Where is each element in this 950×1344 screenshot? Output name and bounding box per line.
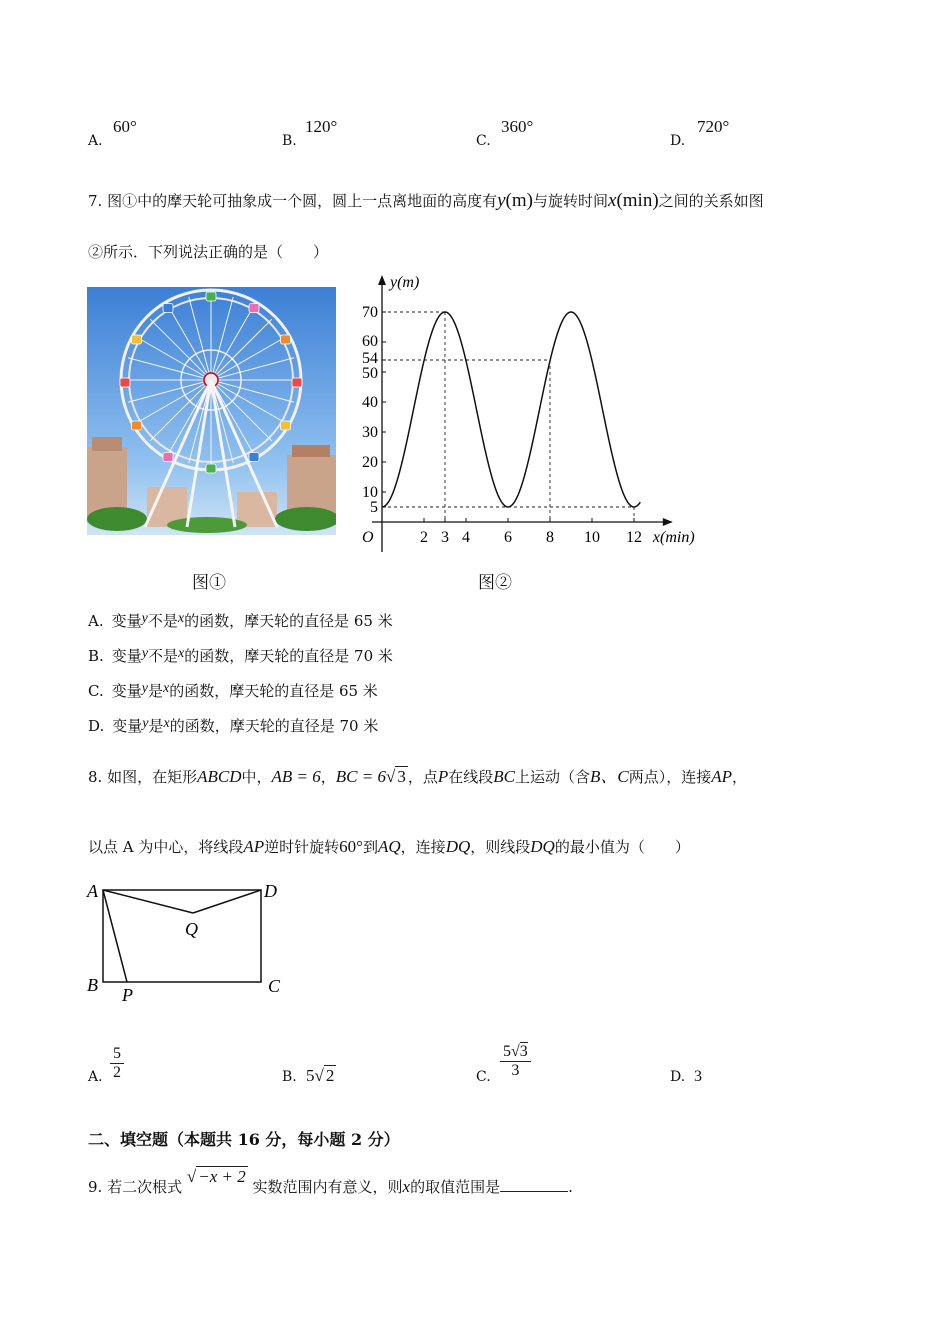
q6-option-a-value: 60°	[113, 117, 137, 136]
q9-t1: 若二次根式	[107, 1178, 183, 1196]
q8-line2a: 以点 A 为中心，将线段	[88, 838, 244, 856]
q7-option-b[interactable]	[88, 645, 393, 666]
chart-x-tick-label: 3	[441, 529, 449, 546]
q9-answer-blank[interactable]	[500, 1177, 568, 1192]
q9-t3: 的取值范围是	[410, 1178, 501, 1196]
q7-y-var: y	[497, 190, 506, 211]
q8-option-d-value: 3	[694, 1068, 702, 1085]
q8-stem-line2	[88, 836, 690, 857]
q8-option-d-letter[interactable]: D.	[670, 1069, 686, 1085]
q7-option-letter: D.	[88, 717, 105, 735]
q7-x-unit: (min)	[616, 190, 659, 211]
chart-y-arrow	[378, 275, 386, 285]
q7-option-v1: y	[141, 646, 149, 661]
q8-t7: ，	[732, 768, 748, 786]
q7-option-c[interactable]	[88, 680, 378, 701]
q8-bc2: B、C	[590, 767, 629, 786]
q8-dq2: DQ	[530, 837, 555, 856]
segment-aq	[103, 890, 193, 913]
q7-option-t1: 变量	[111, 647, 142, 665]
q8-bc-eq: BC = 6	[335, 767, 386, 786]
ferris-wheel-photo	[87, 287, 336, 535]
q8-option-c-fraction: $\frac{5√3}{3}$	[500, 1043, 531, 1080]
chart-x-tick-label: 6	[504, 529, 512, 546]
q7-option-v2: x	[177, 611, 185, 626]
q7-text-c: 之间的关系如图	[658, 192, 764, 210]
segment-dq	[193, 890, 261, 913]
q7-option-t3: 的函数，摩天轮的直径是 70 米	[169, 717, 379, 735]
height-time-chart	[345, 265, 725, 555]
q8-ap2: AP	[243, 837, 265, 856]
q7-option-t2: 不是	[148, 647, 179, 665]
q7-option-t3: 的函数，摩天轮的直径是 65 米	[169, 682, 378, 700]
q8-bc-radicand: 3	[397, 767, 406, 786]
q7-y-unit: (m)	[505, 190, 533, 211]
chart-y-axis-label: y(m)	[390, 274, 420, 291]
q6-option-c-value: 360°	[501, 117, 534, 136]
q9-number: 9.	[88, 1178, 103, 1196]
chart-origin-label: O	[362, 529, 374, 546]
chart-y-tick-label: 5	[370, 499, 378, 516]
q9-stem: 9. 若二次根式 √ −x + 2 实数范围内有意义，则x的取值范围是 .	[88, 1167, 573, 1196]
q7-option-v1: y	[142, 716, 149, 731]
chart-y-tick-label: 70	[362, 304, 378, 321]
q8-line2e: ，则线段	[470, 838, 531, 856]
q7-option-v1: y	[141, 611, 148, 626]
chart-guide-lines	[382, 312, 634, 522]
q6-option-b-value: 120°	[305, 117, 338, 136]
q8-abcd: ABCD	[197, 767, 242, 786]
q7-option-t1: 变量	[111, 682, 142, 700]
q8-line2f: 的最小值为（ ）	[554, 838, 690, 856]
q8-bc: BC	[493, 767, 515, 786]
q7-number: 7.	[88, 192, 103, 210]
chart-y-tick-label: 20	[362, 454, 378, 471]
q7-option-letter: A.	[88, 612, 104, 630]
q8-option-b-rad: 2	[325, 1066, 335, 1085]
q7-option-v1: y	[141, 681, 148, 696]
chart-x-arrow	[663, 518, 673, 526]
q8-option-a-num: 5	[110, 1045, 124, 1064]
q8-option-a-fraction	[110, 1045, 124, 1082]
q7-option-t2: 是	[147, 682, 163, 700]
q8-option-c-den: 3	[511, 1062, 520, 1079]
q8-line2d: ，连接	[400, 838, 446, 856]
q8-p: P	[437, 767, 449, 786]
q8-t1: 如图，在矩形	[107, 768, 198, 786]
q8-option-c-letter[interactable]: C.	[476, 1069, 491, 1085]
q8-t6: 两点），连接	[628, 768, 712, 786]
q8-ab-eq: AB = 6	[271, 767, 321, 786]
q8-option-b-coef: 5	[306, 1066, 315, 1085]
q9-x: x	[402, 1177, 411, 1196]
q8-t5: 上运动（含	[514, 768, 590, 786]
chart-x-tick-label: 10	[584, 529, 600, 546]
q9-t4: .	[568, 1178, 573, 1196]
q8-angle: 60°	[339, 837, 363, 856]
chart-y-tick-label: 10	[362, 484, 378, 501]
chart-y-tick-label: 50	[362, 365, 378, 382]
q8-option-c-rad: 3	[519, 1043, 528, 1060]
q8-option-b-letter[interactable]: B.	[282, 1069, 297, 1085]
q7-stem-line1	[88, 190, 764, 212]
label-d: D	[264, 881, 277, 901]
q7-option-d[interactable]	[88, 715, 378, 736]
q8-stem-line1: 8. 如图，在矩形ABCD中，AB = 6，BC = 6√ 3 ，点P在线段BC上运动（含B、C两点），连接AP，	[88, 767, 748, 786]
rectangle-figure	[80, 878, 300, 1008]
label-p: P	[122, 985, 133, 1005]
q8-option-c-coef: 5	[503, 1043, 511, 1060]
q7-option-v2: x	[162, 681, 170, 696]
q8-t2: 中，	[241, 768, 272, 786]
chart-axes	[372, 275, 673, 552]
chart-x-tick-label: 4	[462, 529, 470, 546]
q7-text-a: 图①中的摩天轮可抽象成一个圆，圆上一点离地面的高度有	[107, 192, 498, 210]
q8-t4: 在线段	[448, 768, 494, 786]
q6-option-b-letter[interactable]: B.	[282, 133, 297, 149]
q7-option-t3: 的函数，摩天轮的直径是 70 米	[184, 647, 393, 665]
q8-dq: DQ	[445, 837, 471, 856]
q6-option-a-letter[interactable]: A.	[88, 133, 103, 149]
chart-y-tick-label: 40	[362, 394, 378, 411]
q7-option-letter: B.	[88, 647, 104, 665]
q6-option-d-value: 720°	[697, 117, 730, 136]
q7-option-v2: x	[163, 716, 170, 731]
chart-x-tick-label: 2	[420, 529, 428, 546]
q9-radicand: −x + 2	[198, 1167, 246, 1186]
rectangle-abcd	[103, 890, 261, 982]
q9-t2: 实数范围内有意义，则	[252, 1178, 403, 1196]
q7-option-t1: 变量	[112, 717, 143, 735]
q8-comma: ，	[320, 768, 336, 786]
q6-option-d-letter[interactable]: D.	[670, 133, 686, 149]
q7-x-var: x	[608, 190, 617, 211]
label-c: C	[268, 976, 281, 996]
chart-y-tick-label: 60	[362, 333, 378, 350]
q8-line2b: 逆时针旋转	[264, 838, 340, 856]
q8-aq: AQ	[378, 837, 401, 856]
fig1-caption: 图①	[192, 573, 226, 593]
chart-x-tick-label: 12	[626, 529, 642, 546]
q7-option-a[interactable]	[88, 610, 393, 631]
label-b: B	[87, 975, 98, 995]
q6-option-c-letter[interactable]: C.	[476, 133, 491, 149]
q7-option-letter: C.	[88, 682, 104, 700]
segment-ap	[103, 890, 127, 982]
fig2-caption: 图②	[478, 573, 512, 593]
q7-stem-line2: ②所示．下列说法正确的是（ ）	[88, 243, 329, 261]
q8-line2c: 到	[362, 838, 378, 856]
q7-option-t2: 是	[148, 717, 164, 735]
chart-x-tick-label: 8	[546, 529, 554, 546]
q7-option-t3: 的函数，摩天轮的直径是 65 米	[184, 612, 393, 630]
q8-number: 8.	[88, 768, 103, 786]
q8-option-a-letter[interactable]: A.	[88, 1069, 103, 1085]
label-q: Q	[185, 919, 198, 939]
q7-option-t1: 变量	[111, 612, 142, 630]
chart-y-tick-label: 30	[362, 424, 378, 441]
q7-option-v2: x	[178, 646, 185, 661]
q8-ap: AP	[711, 767, 733, 786]
q8-t3: ，点	[407, 768, 438, 786]
chart-y-tick-label: 54	[362, 350, 378, 367]
q7-option-t2: 不是	[147, 612, 178, 630]
q7-text-b: 与旋转时间	[532, 192, 608, 210]
label-a: A	[87, 881, 98, 901]
q8-option-a-den: 2	[113, 1064, 121, 1081]
q8-option-b-value: 5√ 2	[306, 1066, 335, 1085]
chart-x-axis-label: x(min)	[652, 529, 695, 546]
chart-series-line	[382, 312, 640, 507]
section-heading: 二、填空题（本题共 16 分，每小题 2 分）	[88, 1130, 400, 1149]
